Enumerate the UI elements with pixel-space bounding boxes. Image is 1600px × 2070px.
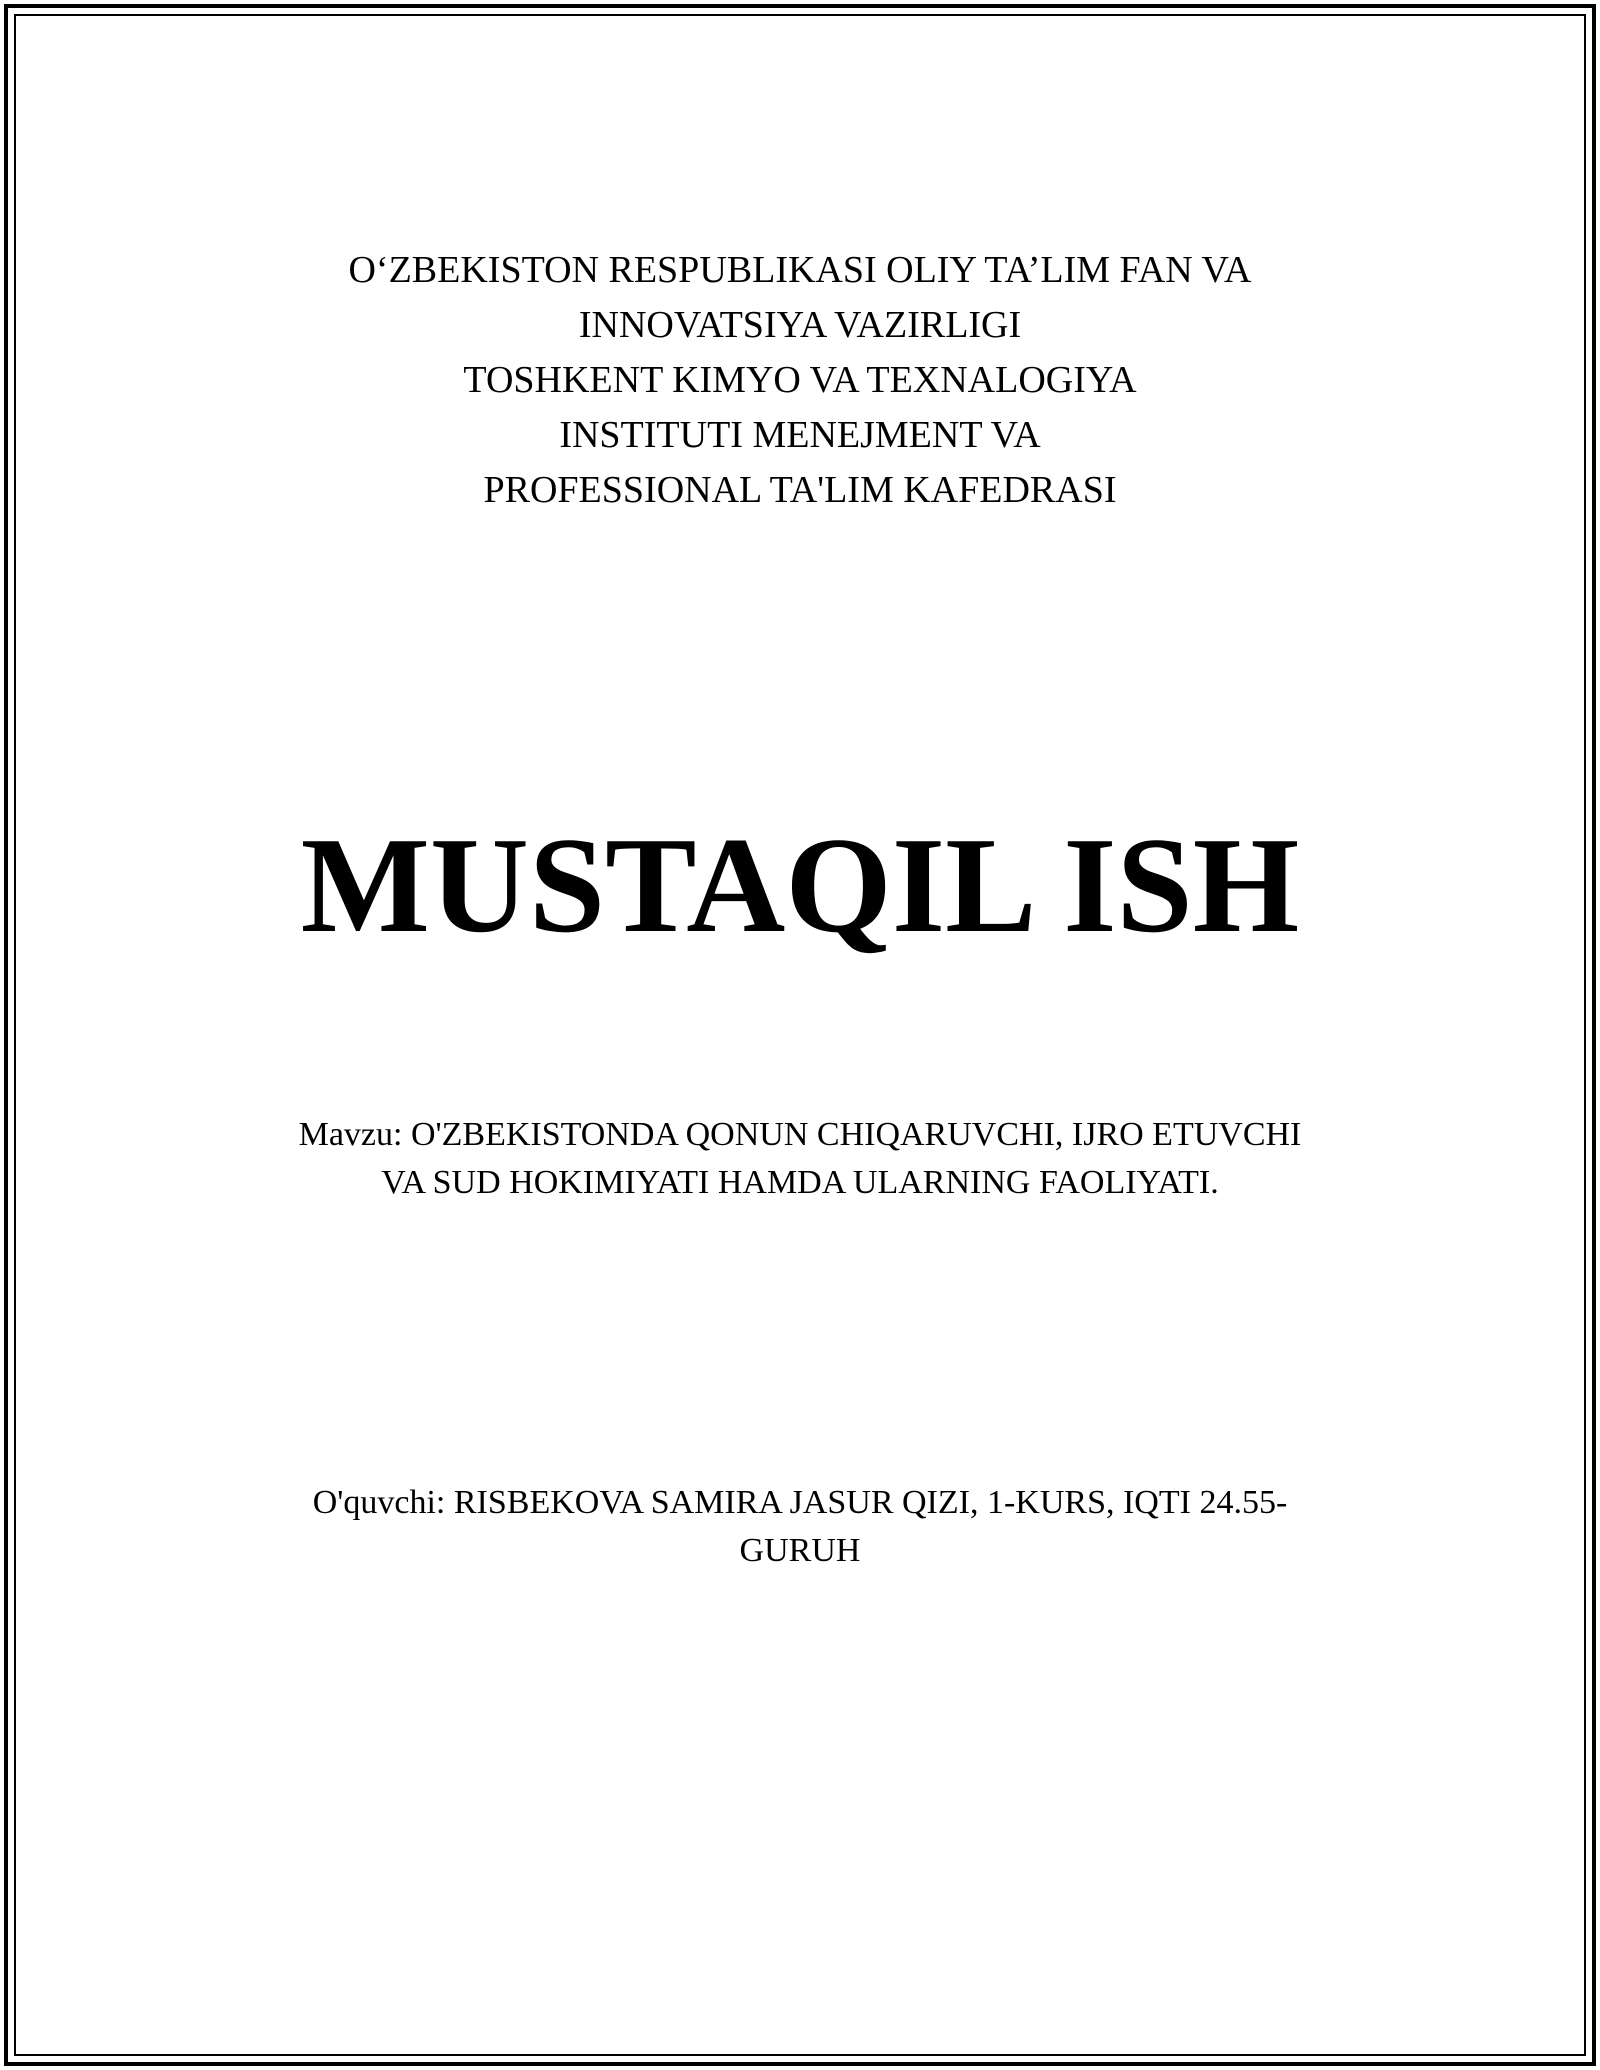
institution-header xyxy=(0,243,1600,518)
document-title: MUSTAQIL ISH xyxy=(300,809,1300,961)
topic-block xyxy=(0,1111,1600,1207)
header-line-2: INNOVATSIYA VAZIRLIGI xyxy=(578,304,1022,346)
header-line-4: INSTITUTI MENEJMENT VA xyxy=(559,414,1041,456)
topic-line-2: VA SUD HOKIMIYATI HAMDA ULARNING FAOLIYATI. xyxy=(381,1164,1219,1201)
header-line-5: PROFESSIONAL TA'LIM KAFEDRASI xyxy=(483,469,1117,511)
header-line-1: O‘ZBEKISTON RESPUBLIKASI OLIY TA’LIM FAN VA xyxy=(348,249,1252,291)
topic-line-1: Mavzu: O'ZBEKISTONDA QONUN CHIQARUVCHI, IJRO ETUVCHI xyxy=(298,1116,1302,1153)
header-line-3: TOSHKENT KIMYO VA TEXNALOGIYA xyxy=(463,359,1137,401)
student-line-2: GURUH xyxy=(739,1532,861,1569)
student-line-1: O'quvchi: RISBEKOVA SAMIRA JASUR QIZI, 1-KURS, IQTI 24.55- xyxy=(312,1484,1288,1521)
student-block xyxy=(0,1479,1600,1575)
